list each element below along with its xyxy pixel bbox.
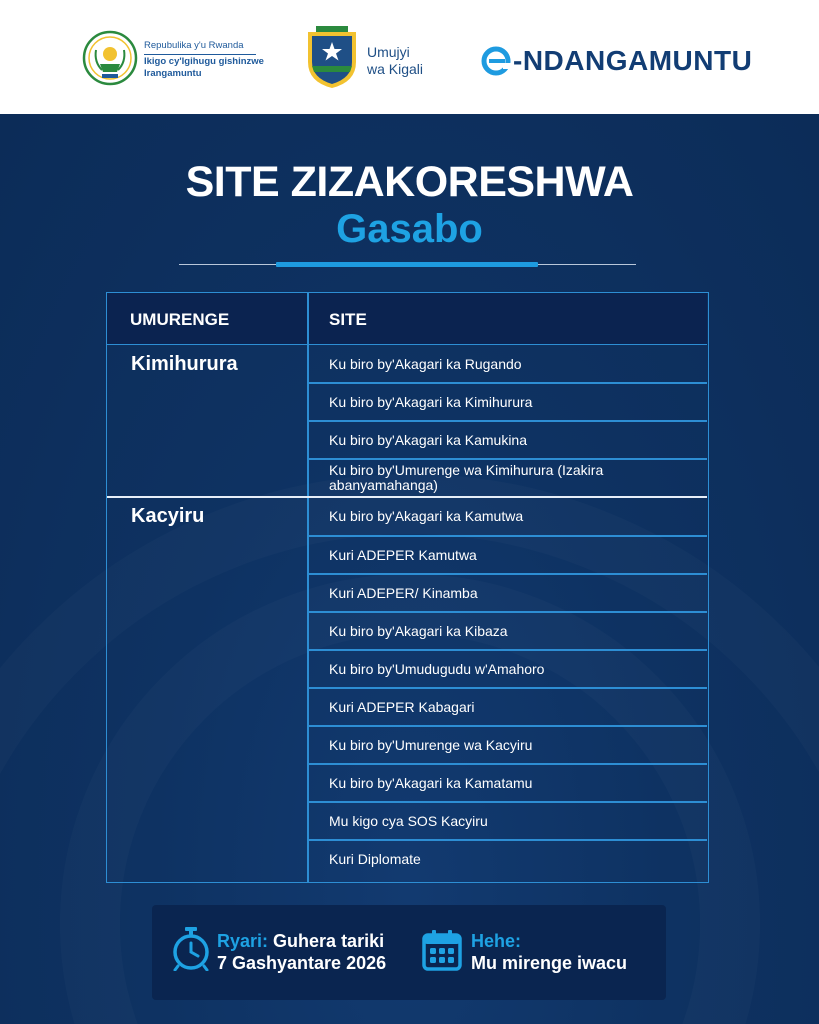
city-name-line-2: wa Kigali — [367, 61, 424, 77]
location-label: Hehe: — [471, 931, 522, 951]
agency-divider — [144, 54, 256, 55]
city-name-line-1: Umujyi — [367, 44, 410, 60]
site-cell: Ku biro by'Akagari ka Kamukina — [329, 431, 527, 448]
schedule-label: Ryari: — [217, 931, 269, 951]
column-header-site: SITE — [329, 310, 367, 329]
schedule-info — [217, 930, 407, 974]
sector-name: Kacyiru — [131, 505, 205, 527]
agency-name — [144, 40, 264, 80]
calendar-icon — [422, 929, 462, 971]
brand-name: -NDANGAMUNTU — [513, 45, 753, 76]
site-cell: Ku biro by'Akagari ka Rugando — [329, 355, 522, 372]
site-cell: Ku biro by'Umurenge wa Kacyiru — [329, 736, 533, 753]
site-cell: Kuri ADEPER/ Kinamba — [329, 584, 478, 601]
site-cell: Ku biro by'Umurenge wa Kimihurura (Izakira abanyamahanga) — [329, 462, 604, 493]
site-cell: Kuri Diplomate — [329, 850, 421, 867]
site-cell: Ku biro by'Akagari ka Kamatamu — [329, 774, 533, 791]
header-bar — [0, 0, 819, 114]
page-title: SITE ZIZAKORESHWA — [185, 158, 634, 206]
site-cell: Kuri ADEPER Kamutwa — [329, 546, 477, 563]
schedule-text: Guhera tariki — [273, 931, 385, 951]
schedule-line-1 — [217, 930, 407, 952]
site-cell: Ku biro by'Akagari ka Kibaza — [329, 622, 508, 639]
clock-icon — [172, 927, 210, 971]
site-cell: Kuri ADEPER Kabagari — [329, 698, 475, 715]
rwanda-coat-of-arms-icon — [82, 30, 138, 86]
sites-table — [106, 292, 709, 883]
agency-line-3: Irangamuntu — [144, 68, 202, 79]
info-footer — [152, 905, 666, 1000]
site-cell: Ku biro by'Akagari ka Kimihurura — [329, 393, 533, 410]
city-name — [367, 44, 447, 78]
district-name: Gasabo — [336, 207, 483, 251]
title-divider-accent — [276, 262, 538, 267]
kigali-city-emblem-icon — [304, 26, 360, 90]
table-header-row — [107, 293, 707, 345]
e-ndangamuntu-brand — [481, 44, 752, 78]
sector-name: Kimihurura — [131, 353, 238, 375]
site-cell: Ku biro by'Umudugudu w'Amahoro — [329, 660, 545, 677]
agency-line-2: Ikigo cy'Igihugu gishinzwe — [144, 56, 264, 67]
location-info — [471, 930, 661, 974]
location-text: Mu mirenge iwacu — [471, 953, 628, 973]
site-cell: Mu kigo cya SOS Kacyiru — [329, 812, 488, 829]
schedule-date: 7 Gashyantare 2026 — [217, 953, 387, 973]
column-header-sector: UMURENGE — [130, 310, 230, 329]
e-letter-logo-icon — [481, 46, 511, 76]
site-cell: Ku biro by'Akagari ka Kamutwa — [329, 508, 524, 524]
agency-country: Repubulika y'u Rwanda — [144, 40, 244, 51]
